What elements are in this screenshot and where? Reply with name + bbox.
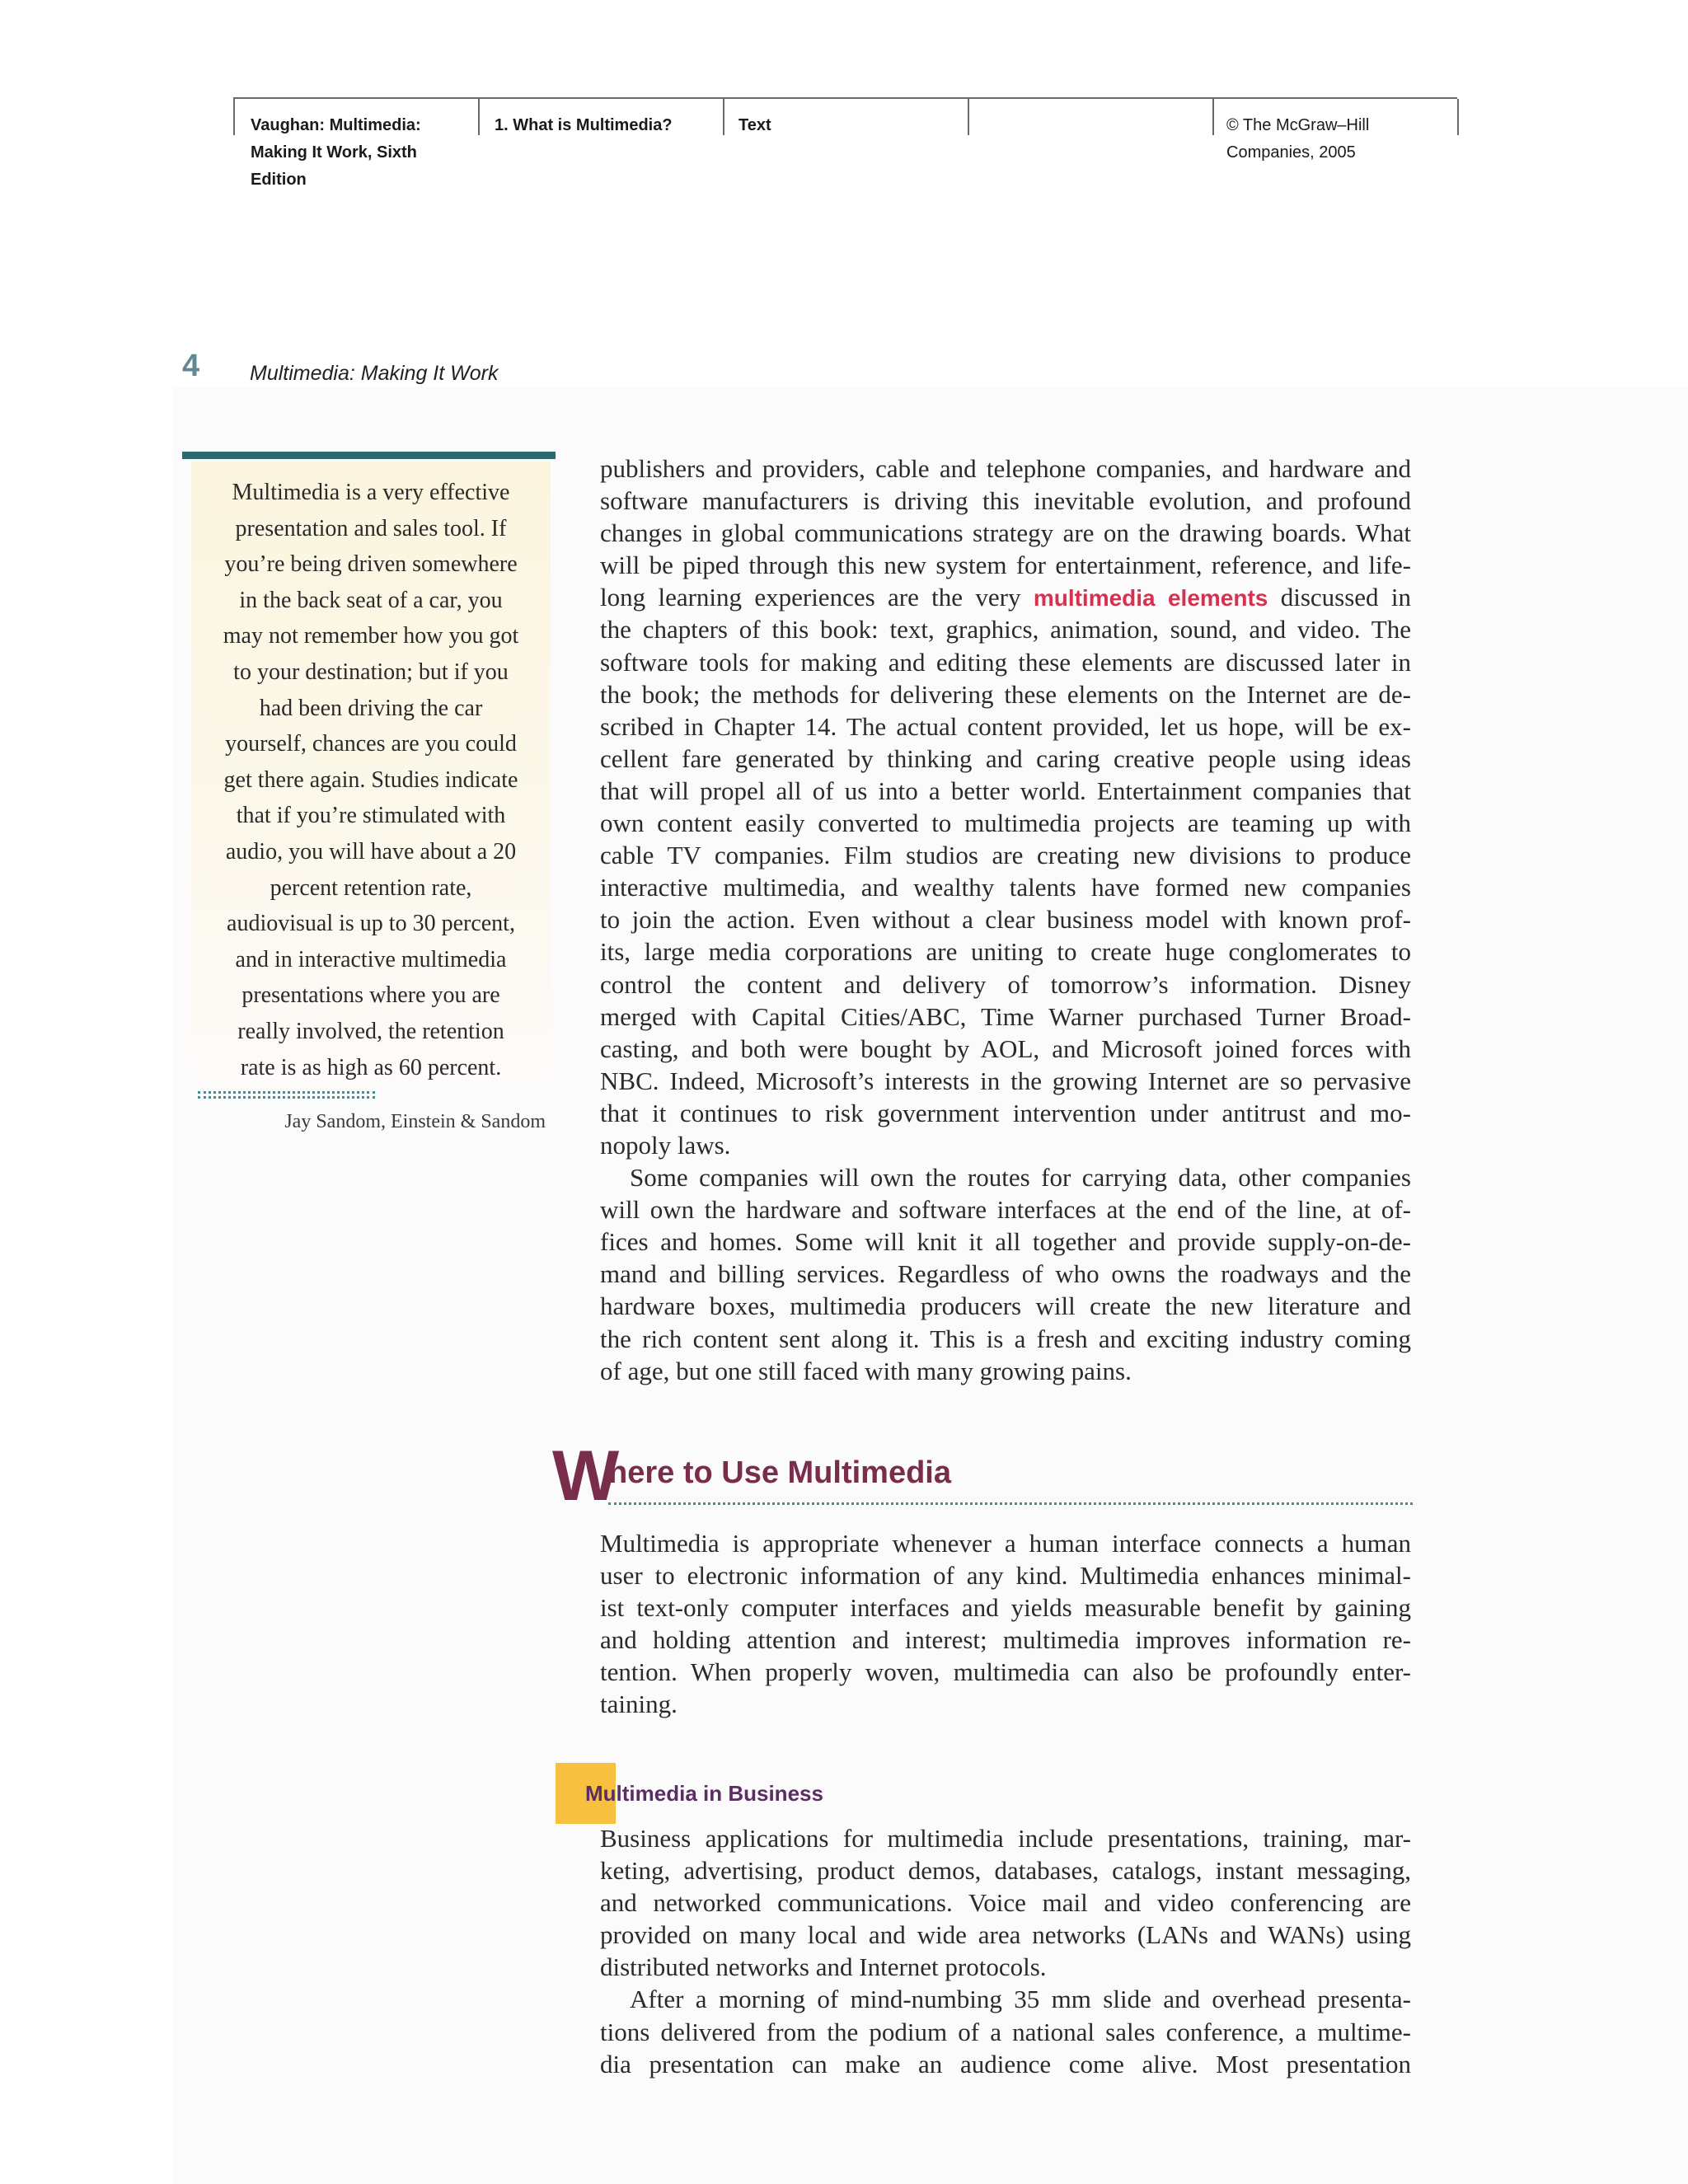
section-heading: here to Use Multimedia [608,1455,951,1490]
subsection-paragraph: Business applications for multimedia include presentations, training, mar- keting, advertising, product demos, databases, catalogs, instant messaging, and networked communications. Voice mail and video conferencing are provided on many local and wide area networks (LANs and WANs) using distributed networks and Internet protocols. After a morning of mind-numbing 35 mm slide and overhead presenta- tions delivered from the podium of a national sales conference, a multime- dia presentation can make an audience come alive. Most presentation [600,1824,1411,2079]
subsection-heading: Multimedia in Business [585,1781,823,1806]
section-dotted-rule [608,1502,1413,1507]
header-section: Text [738,116,771,134]
header-copyright: © The McGraw–Hill Companies, 2005 [1226,116,1370,162]
header-cell-divider [1457,99,1459,135]
running-title: Multimedia: Making It Work [250,362,499,385]
body-paragraph: publishers and providers, cable and telephone companies, and hardware and software manufacturers is driving this inevitable evolution, and profound changes in global communications strategy are on the drawing boards. What will be piped through this new system for entertainment, reference, and life- long learning experiences are the very multimedia elements discussed in the chapters of this book: text, graphics, animation, sound, and video. The software tools for making and editing these elements are discussed later in the book; the methods for delivering these elements on the Internet are de- scribed in Chapter 14. The actual content provided, let us hope, will be ex- cellent fare generated by thinking and caring creative people using ideas that will propel all of us into a better world. Entertainment companies that own content easily converted to multimedia projects are teaming up with cable TV companies. Film studios are creating new divisions to produce interactive multimedia, and wealthy talents have formed new companies to join the action. Even without a clear business model with known prof- its, large media corporations are uniting to create huge conglomerates to control the content and delivery of tomorrow’s information. Disney merged with Capital Cities/ABC, Time Warner purchased Turner Broad- casting, and both were bought by AOL, and Microsoft joined forces with NBC. Indeed, Microsoft’s interests in the growing Internet are so pervasive that it continues to risk government intervention under antitrust and mo- nopoly laws. Some companies will own the routes for carrying data, other companies will own the hardware and software interfaces at the end of the line, at of- fices and homes. Some will knit it all together and provide supply-on-de- mand and billing services. Regardless of who owns the roadways and the hardware boxes, multimedia producers will create the new literature and the rich content sent along it. This is a fresh and exciting industry coming of age, but one still faced with many growing pains. [600,454,1411,1385]
header-cell-divider [233,99,235,135]
keyword-multimedia-elements[interactable]: multimedia elements [1033,585,1268,612]
section-drop-letter: W [552,1436,620,1516]
quote-dotted-rule [198,1091,375,1099]
keyword-line: long learning experiences are the very multimedia elements discussed in [600,583,1411,612]
section-paragraph: Multimedia is appropriate whenever a human interface connects a human user to electronic information of any kind. Multimedia enhances minimal- ist text-only computer interfaces and yields measurable benefit by gaining and holding attention and interest; multimedia improves information re- tention. When properly woven, multimedia can also be profoundly enter- taining. [600,1529,1411,1719]
header-cell-divider [478,99,480,135]
header-chapter: 1. What is Multimedia? [495,116,673,134]
header-cell-divider [723,99,724,135]
page-number: 4 [182,349,200,383]
header-cell-divider [1212,99,1214,135]
header-book-title: Vaughan: Multimedia: Making It Work, Sixth Edition [251,116,421,189]
header-cell-divider [968,99,969,135]
quote-attribution: Jay Sandom, Einstein & Sandom [284,1111,546,1132]
quote-top-bar [182,452,556,459]
pull-quote: Multimedia is a very effective presentation and sales tool. If you’re being driven somewhere in the back seat of a car, you may not remember how you got to your destination; but if you had been driving the car yourself, chances are you could get there again. Studies indicate that if you’re stimulated with audio, you will have about a 20 percent retention rate, audiovisual is up to 30 percent, and in interactive multimedia presentations where you are really involved, the retention rate is as high as 60 percent. [223,480,519,1080]
